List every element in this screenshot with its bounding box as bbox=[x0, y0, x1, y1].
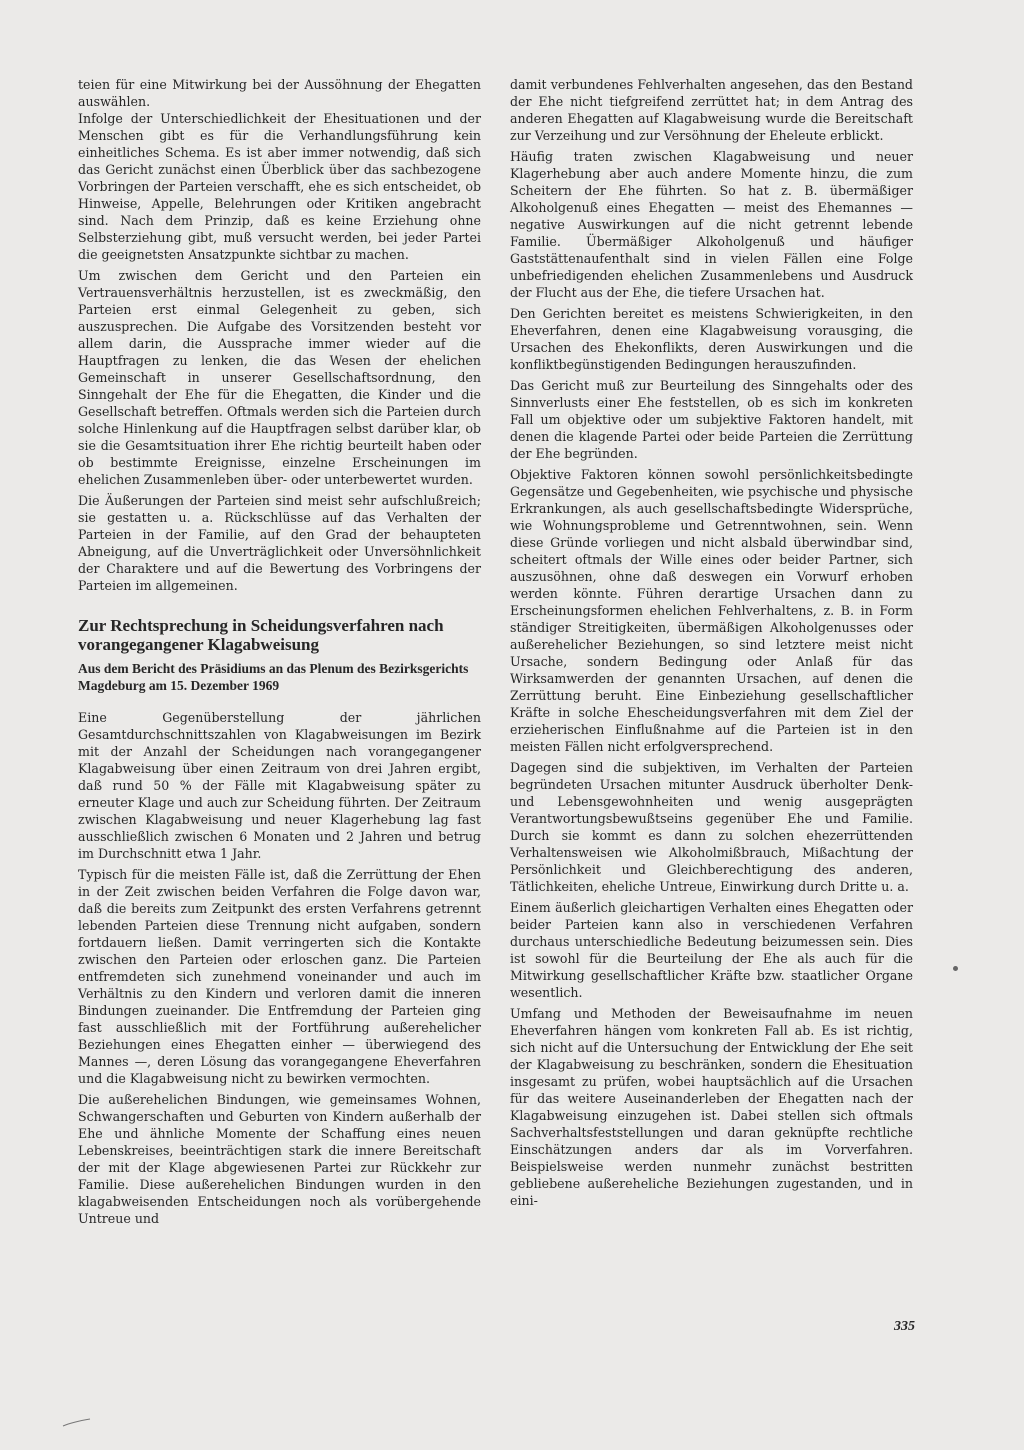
section-heading: Zur Rechtsprechung in Scheidungsverfahren nach vorangegangener Klagabweisung bbox=[78, 616, 444, 654]
paragraph: Die außerehelichen Bindungen, wie gemeinsames Wohnen, Schwangerschaften und Geburten von Kindern außerhalb der Ehe und ähnliche Momente der Schaffung eines neuen Lebenskreises, beeinträchtigen stark die innere Bereitschaft der mit der Klage abgewiesenen Partei zur Rückkehr zur Familie. Diese außerehelichen Bindungen wurden in den klagabweisenden Entscheidungen noch als vorübergehende Untreue und bbox=[78, 1092, 481, 1226]
page-number: 335 bbox=[894, 1319, 915, 1334]
ink-speck bbox=[953, 966, 958, 971]
paragraph: Infolge der Unterschiedlichkeit der Ehesituationen und der Menschen gibt es für die Verhandlungsführung kein einheitliches Schema. Es ist aber immer notwendig, daß sich das Gericht zunächst einen Überblick über das sachbezogene Vorbringen der Parteien verschafft, ehe es sich entscheidet, ob Hinweise, Appelle, Belehrungen oder Kritiken angebracht sind. Nach dem Prinzip, daß es keine Erziehung ohne Selbsterziehung gibt, muß versucht werden, bei jeder Partei die geeignetsten Ansatzpunkte sichtbar zu machen. bbox=[78, 111, 481, 262]
pencil-mark bbox=[62, 1418, 92, 1428]
paragraph: Häufig traten zwischen Klagabweisung und neuer Klagerhebung aber auch andere Momente hinzu, die zum Scheitern der Ehe führten. So hat z. B. übermäßiger Alkoholgenuß eines Ehegatten — meist des Ehemannes — negative Auswirkungen auf die nicht getrennt lebende Familie. Übermäßiger Alkoholgenuß und häufiger Gaststättenaufenthalt sind in vielen Fällen eine Folge unbefriedigenden ehelichen Zusammenlebens und Ausdruck der Flucht aus der Ehe, die tiefere Ursachen hat. bbox=[510, 149, 913, 300]
paragraph: teien für eine Mitwirkung bei der Aussöhnung der Ehegatten auswählen. bbox=[78, 77, 481, 109]
paragraph: Um zwischen dem Gericht und den Parteien ein Vertrauensverhältnis herzustellen, ist es zweckmäßig, den Parteien erst einmal Gelegenheit zu geben, sich auszusprechen. Die Aufgabe des Vorsitzenden besteht vor allem darin, die Aussprache immer wieder auf die Hauptfragen zu lenken, die das Wesen der ehelichen Gemeinschaft in unserer Gesellschaftsordnung, den Sinngehalt der Ehe für die Ehegatten, die Kinder und die Gesellschaft betreffen. Oftmals werden sich die Parteien durch solche Hinlenkung auf die Hauptfragen selbst darüber klar, ob sie die Gesamtsituation ihrer Ehe richtig beurteilt haben oder ob bestimmte Ereignisse, einzelne Erscheinungen im ehelichen Zusammenleben über- oder unterbewertet wurden. bbox=[78, 268, 481, 487]
paragraph: Objektive Faktoren können sowohl persönlichkeitsbedingte Gegensätze und Gegebenheiten, wie psychische und physische Erkrankungen, als auch gesellschaftsbedingte Widersprüche, wie Wohnungsprobleme und Getrenntwohnen, sein. Wenn diese Gründe vorliegen und nicht alsbald überwindbar sind, scheitert oftmals der Wille eines oder beider Partner, sich auszusöhnen, ohne daß deswegen ein Vorwurf erhoben werden könnte. Führen derartige Ursachen dann zu Erscheinungsformen ehelichen Fehlverhaltens, z. B. in Form ständiger Streitigkeiten, übermäßigen Alkoholgenusses oder außerehelicher Beziehungen, so sind letztere meist nicht Ursache, sondern Bedingung oder Anlaß für das Wirksamwerden der genannten Ursachen, auf denen die Zerrüttung beruht. Eine Einbeziehung gesellschaftlicher Kräfte in solche Ehescheidungsverfahren mit dem Ziel der erzieherischen Einflußnahme auf die Parteien ist in den meisten Fällen nicht erfolgversprechend. bbox=[510, 467, 913, 754]
paragraph: Typisch für die meisten Fälle ist, daß die Zerrüttung der Ehen in der Zeit zwischen beiden Verfahren die Folge davon war, daß die bereits zum Zeitpunkt des ersten Verfahrens getrennt lebenden Parteien diese Trennung nicht aufgaben, sondern fortdauern ließen. Damit verringerten sich die Kontakte zwischen den Parteien oder erloschen ganz. Die Parteien entfremdeten sich zunehmend voneinander und auch im Verhältnis zu den Kindern und verloren damit die inneren Bindungen zueinander. Die Entfremdung der Parteien ging fast ausschließlich mit der Fortführung außerehelicher Beziehungen eines Ehegatten einher — überwiegend des Mannes —, deren Lösung das vorangegangene Eheverfahren und die Klagabweisung nicht zu bewirken vermochten. bbox=[78, 867, 481, 1086]
paragraph: Eine Gegenüberstellung der jährlichen Gesamtdurchschnittszahlen von Klagabweisungen im Bezirk mit der Anzahl der Scheidungen nach vorangegangener Klagabweisung über einen Zeitraum von drei Jahren ergibt, daß rund 50 % der Fälle mit Klagabweisung später zu erneuter Klage und auch zur Scheidung führten. Der Zeitraum zwischen Klagabweisung und neuer Klagerhebung lag fast ausschließlich zwischen 6 Monaten und 2 Jahren und betrug im Durchschnitt etwa 1 Jahr. bbox=[78, 710, 481, 861]
left-column bbox=[78, 76, 481, 1231]
paragraph: Dagegen sind die subjektiven, im Verhalten der Parteien begründeten Ursachen mitunter Ausdruck überholter Denk- und Lebensgewohnheiten und wenig ausgeprägten Verantwortungsbewußtseins gegenüber Ehe und Familie. Durch sie kommt es dann zu solchen ehezerrüttenden Verhaltensweisen wie Alkoholmißbrauch, Mißachtung der Persönlichkeit und Gleichberechtigung des anderen, Tätlichkeiten, eheliche Untreue, Einwirkung durch Dritte u. a. bbox=[510, 760, 913, 894]
paragraph: Umfang und Methoden der Beweisaufnahme im neuen Eheverfahren hängen vom konkreten Fall ab. Es ist richtig, sich nicht auf die Untersuchung der Entwicklung der Ehe seit der Klagabweisung zu beschränken, sondern die Ehesituation insgesamt zu prüfen, wobei hauptsächlich auf die Ursachen für das weitere Auseinanderleben der Ehegatten nach der Klagabweisung einzugehen ist. Dabei stellen sich oftmals Sachverhaltsfeststellungen und daran geknüpfte rechtliche Einschätzungen anders dar als im Vorverfahren. Beispielsweise werden nunmehr zunächst bestritten gebliebene außereheliche Beziehungen zugestanden, und in eini- bbox=[510, 1006, 913, 1208]
paragraph: Einem äußerlich gleichartigen Verhalten eines Ehegatten oder beider Parteien kann also in verschiedenen Verfahren durchaus unterschiedliche Bedeutung beizumessen sein. Dies ist sowohl für die Beurteilung der Ehe als auch für die Mitwirkung gesellschaftlicher Kräfte bzw. staatlicher Organe wesentlich. bbox=[510, 900, 913, 1000]
section-subheading: Aus dem Bericht des Präsidiums an das Plenum des Bezirksgerichts Magdeburg am 15. Dezember 1969 bbox=[78, 661, 469, 693]
right-column bbox=[510, 76, 913, 1213]
paragraph: Das Gericht muß zur Beurteilung des Sinngehalts oder des Sinnverlusts einer Ehe feststellen, ob es sich im konkreten Fall um objektive oder um subjektive Faktoren handelt, mit denen die klagende Partei oder beide Parteien die Zerrüttung der Ehe begründen. bbox=[510, 378, 913, 461]
paragraph: damit verbundenes Fehlverhalten angesehen, das den Bestand der Ehe nicht tiefgreifend zerrüttet hat; in dem Antrag des anderen Ehegatten auf Klagabweisung wurde die Bereitschaft zur Verzeihung und zur Versöhnung der Eheleute erblickt. bbox=[510, 77, 913, 143]
paragraph: Die Äußerungen der Parteien sind meist sehr aufschlußreich; sie gestatten u. a. Rückschlüsse auf das Verhalten der Parteien in der Familie, auf den Grad der behaupteten Abneigung, auf die Unverträglichkeit oder Unversöhnlichkeit der Charaktere und auf die Bewertung des Vorbringens der Parteien im allgemeinen. bbox=[78, 493, 481, 593]
paragraph: Den Gerichten bereitet es meistens Schwierigkeiten, in den Eheverfahren, denen eine Klagabweisung vorausging, die Ursachen des Ehekonflikts, deren Auswirkungen und die konfliktbegünstigenden Bedingungen herauszufinden. bbox=[510, 306, 913, 372]
